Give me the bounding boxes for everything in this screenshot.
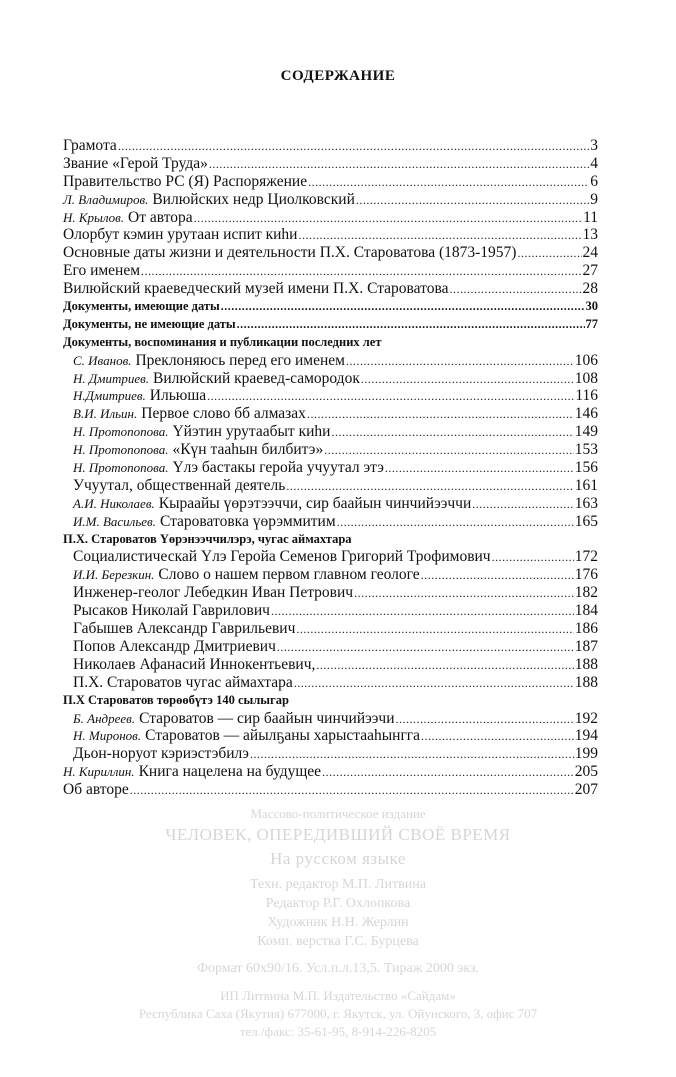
entry-page-number: 30 — [585, 299, 598, 314]
entry-title: «Күн тааhын билбитэ» — [172, 441, 324, 459]
entry-page-number: 27 — [582, 262, 598, 280]
toc-entry — [63, 584, 598, 602]
entry-author: С. Иванов. — [73, 352, 132, 368]
dot-leader — [517, 245, 581, 263]
entry-title: П.Х Староватов төрөөбүтэ 140 сылыгар — [63, 692, 289, 707]
show-through-line: Техн. редактор М.П. Литвина — [250, 877, 426, 892]
entry-page-number: 176 — [574, 566, 598, 584]
dot-leader — [296, 621, 573, 639]
entry-title: Документы, не имеющие даты — [63, 316, 236, 331]
toc-entry — [63, 566, 598, 584]
entry-title: Попов Александр Дмитриевич — [73, 637, 276, 655]
entry-title: Үлэ бастакы геройа учуутал этэ — [172, 459, 384, 477]
dot-leader — [316, 657, 573, 675]
toc-entry — [63, 280, 598, 298]
entry-page-number: 207 — [574, 781, 598, 799]
dot-leader — [385, 460, 574, 478]
entry-title: Правительство РС (Я) Распоряжение — [63, 172, 308, 190]
dot-leader — [361, 371, 574, 389]
dot-leader — [207, 388, 574, 406]
entry-title: Вилюйский краеведческий музей имени П.Х. Староватова — [63, 280, 449, 298]
entry-author: Н. Протопопова. — [73, 424, 169, 440]
entry-title: Об авторе — [63, 781, 129, 799]
entry-title: Преклоняюсь перед его именем — [135, 351, 345, 369]
entry-title: Книга нацелена на будущее — [138, 763, 322, 781]
dot-leader — [308, 174, 589, 192]
toc-entry — [63, 441, 598, 459]
entry-title: Үйэтин урутаабыт киhи — [172, 423, 331, 441]
entry-title: П.Х. Староватов чугас аймахтара — [73, 673, 293, 691]
entry-page-number: 9 — [590, 190, 598, 208]
toc-entry — [63, 155, 598, 173]
dot-leader — [356, 192, 589, 210]
dot-leader — [209, 156, 589, 174]
entry-author: Н. Крылов. — [63, 209, 125, 225]
entry-author: В.И. Ильин. — [73, 406, 138, 422]
show-through-line: тел./факс: 35-61-95, 8-914-226-8205 — [239, 1024, 437, 1039]
entry-title: Звание «Герой Труда» — [63, 154, 208, 172]
entry-page-number: 163 — [574, 494, 598, 512]
entry-page-number: 24 — [582, 244, 598, 262]
entry-title: Грамота — [63, 137, 117, 154]
toc-entry — [63, 191, 598, 209]
entry-title: Слово о нашем первом главном геологе — [158, 566, 420, 584]
show-through-line: Редактор Р.Г. Охлопкова — [265, 896, 411, 911]
entry-page-number: 106 — [574, 351, 598, 369]
dot-leader — [141, 263, 581, 281]
dot-leader — [396, 711, 574, 729]
dot-leader — [250, 746, 574, 764]
entry-page-number: 205 — [574, 763, 598, 781]
show-through-line: Республика Саха (Якутия) 677000, г. Якутск, ул. Ойунского, 3, офис 707 — [138, 1006, 538, 1021]
entry-page-number: 4 — [590, 154, 598, 172]
dot-leader — [271, 603, 574, 621]
dot-leader — [324, 442, 574, 460]
entry-page-number: 194 — [574, 727, 598, 745]
toc-entry — [63, 710, 598, 728]
dot-leader — [421, 567, 574, 585]
toc-entry — [63, 602, 598, 620]
show-through-line: Художник Н.Н. Жерлин — [267, 915, 409, 930]
entry-author: Н. Дмитриев. — [73, 370, 150, 386]
entry-author: Н. Кириллин. — [63, 764, 135, 780]
dot-leader — [130, 782, 574, 800]
entry-title: Николаев Афанасий Иннокентьевич, — [73, 655, 316, 673]
dot-leader — [449, 281, 581, 299]
entry-page-number: 77 — [585, 316, 598, 331]
dot-leader — [331, 424, 573, 442]
toc-entry — [63, 370, 598, 388]
toc-entry — [63, 513, 598, 531]
toc-entry — [63, 620, 598, 638]
entry-page-number: 192 — [574, 709, 598, 727]
entry-title: Староватовка үөрэммитим — [159, 512, 336, 530]
entry-page-number: 13 — [582, 226, 598, 244]
toc-entry — [63, 477, 598, 495]
toc-entry — [63, 423, 598, 441]
dot-leader — [472, 496, 573, 514]
entry-title: П.Х. Староватов Үөрэнээччилэрэ, чугас аймахтара — [63, 531, 352, 546]
entry-title: Учуутал, общественнай деятель — [73, 476, 286, 494]
dot-leader — [354, 585, 574, 603]
toc-entry — [63, 244, 598, 262]
toc-entry — [63, 226, 598, 244]
toc-entry — [63, 727, 598, 745]
toc-entry — [63, 262, 598, 280]
entry-author: Н. Миронов. — [73, 728, 142, 744]
toc-entry — [63, 173, 598, 191]
dot-leader — [322, 764, 574, 782]
entry-page-number: 146 — [574, 405, 598, 423]
entry-page-number: 199 — [574, 745, 598, 763]
entry-page-number: 6 — [590, 172, 598, 190]
dot-leader — [118, 138, 589, 156]
show-through-line: ЧЕЛОВЕК, ОПЕРЕДИВШИЙ СВОЁ ВРЕМЯ — [165, 825, 511, 844]
toc-entry — [63, 692, 598, 710]
entry-page-number: 188 — [574, 655, 598, 673]
show-through-line: Массово-политическое издание — [250, 806, 426, 821]
entry-title: Кыраайы үөрэтээччи, сир баайын чинчийээччи — [158, 494, 472, 512]
entry-title: Документы, воспоминания и публикации последних лет — [63, 334, 382, 349]
entry-page-number: 11 — [583, 208, 598, 226]
toc-entry — [63, 209, 598, 227]
entry-author: Л. Владимиров. — [63, 191, 149, 207]
entry-page-number: 108 — [574, 369, 598, 387]
entry-title: Дьон-норуот кэриэстэбилэ — [73, 745, 249, 763]
page-title: СОДЕРЖАНИЕ — [280, 68, 396, 84]
show-through-line: Комп. верстка Г.С. Бурцева — [257, 934, 419, 949]
entry-title: Документы, имеющие даты — [63, 299, 220, 314]
entry-title: Рысаков Николай Гаврилович — [73, 602, 270, 620]
toc-entry — [63, 137, 598, 155]
toc-entry — [63, 548, 598, 566]
entry-page-number: 182 — [574, 584, 598, 602]
dot-leader — [194, 210, 582, 228]
entry-page-number: 3 — [590, 137, 598, 154]
show-through-line: Формат 60х90/16. Усл.п.л.13,5. Тираж 2000 экз. — [196, 961, 480, 976]
dot-leader — [298, 227, 581, 245]
dot-leader — [337, 514, 574, 532]
toc-entry — [63, 781, 598, 799]
entry-title: Ильюша — [149, 387, 207, 405]
entry-page-number: 184 — [574, 602, 598, 620]
entry-author: Н. Протопопова. — [73, 460, 169, 476]
entry-page-number: 161 — [574, 476, 598, 494]
entry-title: Габышев Александр Гаврильевич — [73, 620, 296, 638]
entry-author: Н. Протопопова. — [73, 442, 169, 458]
dot-leader — [237, 316, 585, 334]
entry-page-number: 172 — [574, 548, 598, 566]
entry-title: Староватов — сир баайын чинчийээчи — [139, 709, 395, 727]
entry-title: Социалистическай Үлэ Геройа Семенов Григорий Трофимович — [73, 548, 491, 566]
toc-entry — [63, 656, 598, 674]
entry-title: Олорбут кэмин урутаан испит киhи — [63, 226, 298, 244]
toc-entry — [63, 334, 598, 352]
entry-page-number: 188 — [574, 673, 598, 691]
toc-entry — [63, 674, 598, 692]
entry-author: Б. Андреев. — [73, 710, 136, 726]
dot-leader — [492, 549, 574, 567]
entry-page-number: 149 — [574, 423, 598, 441]
dot-leader — [277, 639, 574, 657]
entry-author: А.И. Николаев. — [73, 495, 155, 511]
dot-leader — [294, 675, 574, 693]
entry-page-number: 165 — [574, 512, 598, 530]
entry-title: Инженер-геолог Лебедкин Иван Петрович — [73, 584, 354, 602]
entry-title: Первое слово бб алмазах — [141, 405, 306, 423]
table-of-contents — [63, 137, 598, 799]
toc-entry — [63, 763, 598, 781]
entry-page-number: 156 — [574, 459, 598, 477]
entry-page-number: 116 — [575, 387, 598, 405]
toc-entry — [63, 298, 598, 316]
entry-page-number: 153 — [574, 441, 598, 459]
entry-page-number: 28 — [582, 280, 598, 298]
toc-entry — [63, 459, 598, 477]
dot-leader — [307, 406, 574, 424]
toc-entry — [63, 638, 598, 656]
toc-entry — [63, 387, 598, 405]
toc-entry — [63, 405, 598, 423]
entry-title: Вилюйский краевед-самородок — [153, 369, 360, 387]
entry-author: Н.Дмитриев. — [73, 388, 146, 404]
toc-entry — [63, 531, 598, 549]
show-through-line: ИП Литвина М.П. Издательство «Сайдам» — [220, 988, 456, 1003]
entry-title: Староватов — айылҕаны харыстааhынгга — [145, 727, 421, 745]
dot-leader — [286, 478, 573, 496]
entry-title: Вилюйских недр Циолковский — [152, 190, 355, 208]
entry-page-number: 186 — [574, 620, 598, 638]
toc-entry — [63, 745, 598, 763]
entry-title: От автора — [128, 208, 193, 226]
entry-title: Основные даты жизни и деятельности П.Х. Староватова (1873-1957) — [63, 244, 517, 262]
toc-entry — [63, 495, 598, 513]
show-through-line: На русском языке — [270, 849, 406, 868]
entry-page-number: 187 — [574, 637, 598, 655]
toc-entry — [63, 352, 598, 370]
dot-leader — [221, 298, 585, 316]
toc-entry — [63, 316, 598, 334]
dot-leader — [421, 728, 574, 746]
entry-title: Его именем — [63, 262, 141, 280]
entry-author: И.И. Березкин. — [73, 567, 155, 583]
entry-author: И.М. Васильев. — [73, 513, 156, 529]
dot-leader — [346, 353, 574, 371]
